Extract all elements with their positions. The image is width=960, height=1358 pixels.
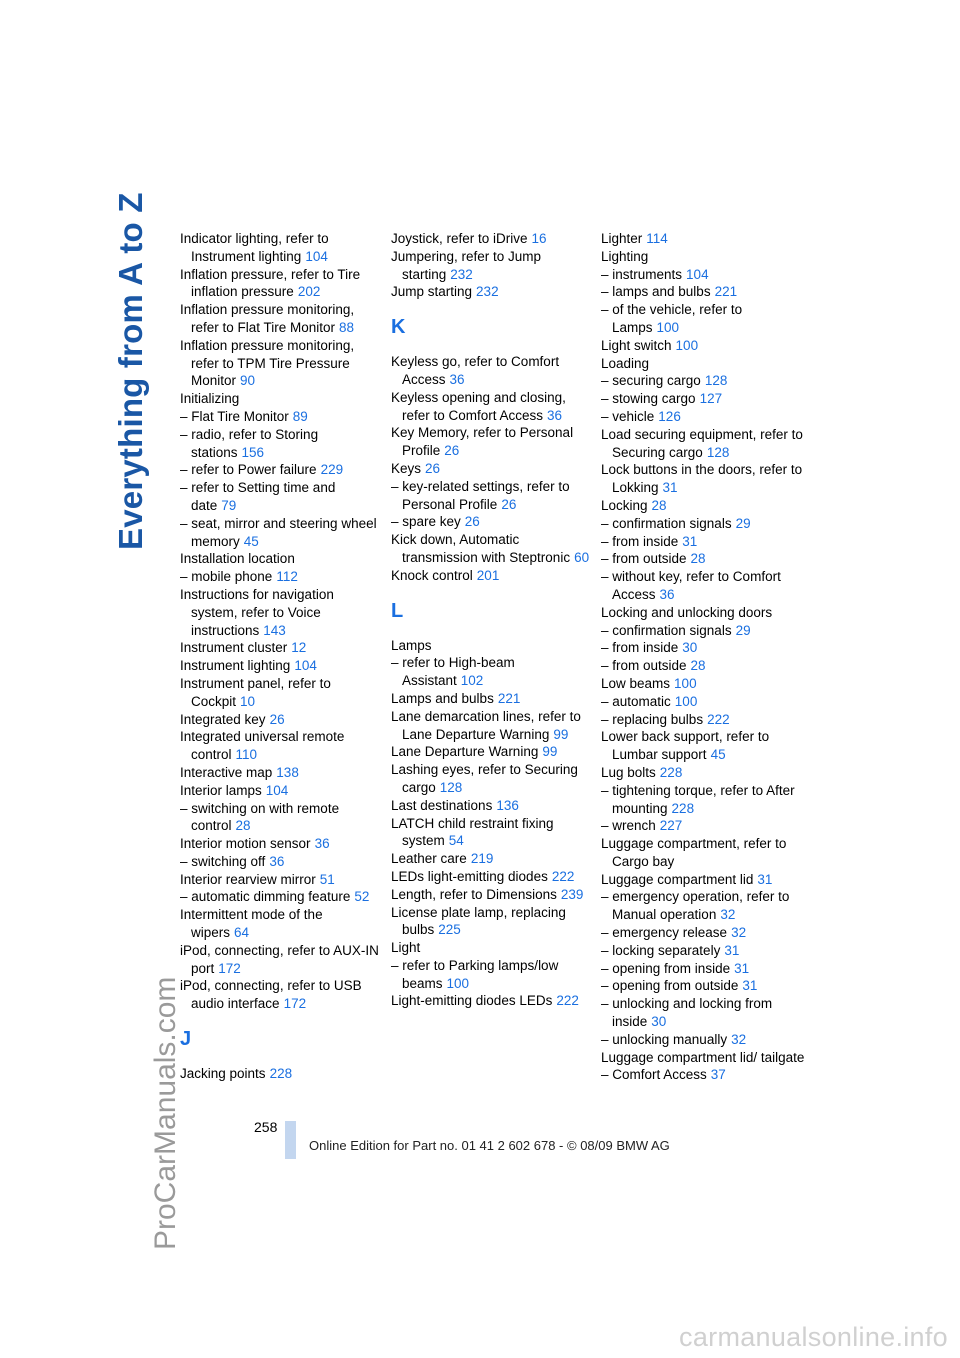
index-entry xyxy=(391,230,595,248)
entry-text: Jump starting xyxy=(391,284,473,300)
page-link[interactable]: 228 xyxy=(671,800,695,816)
entry-text: Lighter xyxy=(601,231,643,246)
index-entry xyxy=(601,639,805,657)
index-entry xyxy=(601,693,805,711)
page-link[interactable]: 31 xyxy=(724,942,740,958)
index-entry xyxy=(180,942,384,978)
site-label: ProCarManuals.com xyxy=(149,976,182,1250)
entry-text: Light switch xyxy=(601,337,672,353)
entry-text: Inflation pressure, refer to Tire inflation pressure xyxy=(180,266,361,300)
page-link[interactable]: 100 xyxy=(674,675,697,691)
section-letter: K xyxy=(391,316,406,339)
page-link[interactable]: 232 xyxy=(450,266,473,282)
entry-text: – instruments xyxy=(601,266,683,282)
index-column-1 xyxy=(180,230,384,1083)
entry-text: – radio, refer to Storing stations xyxy=(180,426,319,460)
entry-text: Keys xyxy=(391,460,422,476)
index-entry xyxy=(391,690,595,708)
footer-bar xyxy=(285,1121,296,1159)
index-entry xyxy=(180,1065,384,1083)
page-link[interactable]: 37 xyxy=(710,1067,726,1083)
page-link[interactable]: 99 xyxy=(542,744,558,760)
page-link[interactable]: 45 xyxy=(710,747,726,763)
entry-text: Kick down, Automatic transmission with Steptronic xyxy=(391,532,571,565)
entry-text: Intermittent mode of the wipers xyxy=(180,907,323,941)
page-link[interactable]: 222 xyxy=(707,711,730,727)
entry-text: – tightening torque, refer to After mounting xyxy=(601,782,795,816)
index-entry xyxy=(391,815,595,851)
index-entry xyxy=(601,568,805,604)
entry-text: Interior motion sensor xyxy=(180,836,311,852)
page-link[interactable]: 126 xyxy=(658,408,681,424)
page-link[interactable]: 172 xyxy=(218,960,241,976)
index-entry xyxy=(601,888,805,924)
entry-text: – without key, refer to Comfort Access xyxy=(601,569,781,602)
page-link[interactable]: 79 xyxy=(221,497,237,513)
entry-text: – unlocking and locking from inside xyxy=(601,996,773,1030)
page-link[interactable]: 112 xyxy=(276,569,298,585)
index-entry xyxy=(601,622,805,640)
entry-text: – opening from inside xyxy=(601,960,731,976)
page-link[interactable]: 30 xyxy=(682,640,698,656)
page-link[interactable]: 88 xyxy=(339,319,355,335)
index-entry xyxy=(601,924,805,942)
index-entry xyxy=(601,426,805,462)
page-link[interactable]: 26 xyxy=(269,711,285,727)
entry-text: Integrated universal remote control xyxy=(180,729,345,763)
entry-text: Leather care xyxy=(391,851,467,867)
entry-text: Installation location xyxy=(180,551,295,567)
index-entry xyxy=(601,301,805,337)
page-link[interactable]: 228 xyxy=(269,1066,293,1082)
page-link[interactable]: 32 xyxy=(731,1031,747,1047)
page-link[interactable]: 26 xyxy=(464,514,480,530)
entry-text: Lashing eyes, refer to Securing cargo xyxy=(391,762,578,795)
entry-text: – confirmation signals xyxy=(601,515,732,531)
index-entry xyxy=(391,248,595,284)
index-entry xyxy=(601,461,805,497)
entry-text: – switching on with remote control xyxy=(180,800,340,834)
index-entry xyxy=(180,479,384,515)
page-link[interactable]: 36 xyxy=(314,836,330,852)
index-entry xyxy=(391,850,595,868)
page-link[interactable]: 31 xyxy=(757,871,773,887)
page-link[interactable]: 110 xyxy=(235,747,258,763)
index-entry xyxy=(180,906,384,942)
index-entry xyxy=(180,977,384,1013)
index-column-2 xyxy=(391,230,595,1010)
page-link[interactable]: 102 xyxy=(460,673,484,689)
entry-text: – automatic dimming feature xyxy=(180,889,351,905)
page-link[interactable]: 222 xyxy=(556,993,579,1009)
index-entry xyxy=(391,513,595,531)
index-entry xyxy=(391,567,595,585)
page-link[interactable]: 202 xyxy=(297,284,321,300)
index-entry xyxy=(391,761,595,797)
entry-text: – vehicle xyxy=(601,408,655,424)
entry-text: LATCH child restraint fixing system xyxy=(391,815,554,849)
entry-text: Lamps xyxy=(391,637,432,653)
page-link[interactable]: 136 xyxy=(496,797,519,813)
entry-text: Interior lamps xyxy=(180,782,262,798)
index-entry xyxy=(180,408,384,426)
page-link[interactable]: 114 xyxy=(646,231,668,246)
index-entry xyxy=(180,711,384,729)
index-entry xyxy=(180,800,384,836)
page-link[interactable]: 36 xyxy=(449,371,465,387)
index-entry xyxy=(180,675,384,711)
entry-text: Luggage compartment, refer to Cargo bay xyxy=(601,836,787,869)
index-entry xyxy=(180,301,384,337)
index-entry xyxy=(180,657,384,675)
index-entry xyxy=(391,424,595,460)
entry-text: Locking xyxy=(601,497,648,513)
index-entry xyxy=(601,835,805,871)
index-entry xyxy=(601,675,805,693)
page-link[interactable]: 100 xyxy=(656,319,680,335)
index-entry xyxy=(601,711,805,729)
entry-text: Inflation pressure monitoring, refer to TPM Tire Pressure Monitor xyxy=(180,337,355,389)
entry-text: – spare key xyxy=(391,514,461,530)
index-entry xyxy=(601,515,805,533)
index-entry xyxy=(601,817,805,835)
entry-text: – unlocking manually xyxy=(601,1031,728,1047)
entry-text: – from inside xyxy=(601,533,679,549)
index-entry xyxy=(180,639,384,657)
page-link[interactable]: 36 xyxy=(547,407,563,423)
entry-text: Loading xyxy=(601,355,650,371)
section-title: Everything from A to Z xyxy=(112,192,149,550)
index-entry xyxy=(391,389,595,425)
index-entry xyxy=(391,797,595,815)
entry-text: – lamps and bulbs xyxy=(601,284,711,300)
entry-text: Last destinations xyxy=(391,797,493,813)
index-entry xyxy=(391,868,595,886)
index-entry xyxy=(391,460,595,478)
entry-text: iPod, connecting, refer to AUX-IN port xyxy=(180,942,379,976)
index-entry xyxy=(180,764,384,782)
index-entry xyxy=(180,337,384,390)
entry-text: LEDs light-emitting diodes xyxy=(391,868,548,884)
entry-text: Lamps and bulbs xyxy=(391,690,494,706)
index-entry xyxy=(391,478,595,514)
entry-text: – Flat Tire Monitor xyxy=(180,408,289,424)
entry-text: Instructions for navigation system, refer to Voice instructions xyxy=(180,586,334,638)
page-link[interactable]: 26 xyxy=(444,443,460,459)
page-link[interactable]: 104 xyxy=(294,658,317,674)
entry-text: Inflation pressure monitoring, refer to Flat Tire Monitor xyxy=(180,302,355,335)
entry-text: Lock buttons in the doors, refer to Lokking xyxy=(601,462,803,496)
index-entry xyxy=(601,337,805,355)
index-entry xyxy=(601,782,805,818)
entry-text: – confirmation signals xyxy=(601,622,732,638)
entry-text: – seat, mirror and steering wheel memory xyxy=(180,515,377,549)
entry-text: – refer to Setting time and date xyxy=(180,480,336,513)
entry-text: – switching off xyxy=(180,853,266,869)
index-entry xyxy=(180,568,384,586)
index-entry xyxy=(391,743,595,761)
index-entry xyxy=(601,1031,805,1049)
page-link[interactable]: 100 xyxy=(446,975,470,991)
entry-text: Light-emitting diodes LEDs xyxy=(391,993,553,1009)
index-entry xyxy=(601,550,805,568)
entry-text: Joystick, refer to iDrive xyxy=(391,231,528,246)
index-entry xyxy=(180,515,384,551)
entry-text: – from outside xyxy=(601,658,687,674)
entry-text: – stowing cargo xyxy=(601,391,696,407)
page-link[interactable]: 104 xyxy=(686,266,709,282)
page-link[interactable]: 29 xyxy=(735,515,751,531)
page-link[interactable]: 26 xyxy=(425,460,441,476)
index-entry xyxy=(601,1066,805,1084)
page-link[interactable]: 201 xyxy=(476,567,500,583)
index-entry xyxy=(391,939,595,957)
page-link[interactable]: 156 xyxy=(241,444,265,460)
index-entry xyxy=(180,266,384,302)
index-entry xyxy=(601,230,805,248)
index-entry xyxy=(180,550,384,568)
entry-text: Luggage compartment lid xyxy=(601,871,754,887)
index-entry xyxy=(391,637,595,655)
page-link[interactable]: 31 xyxy=(742,978,758,994)
page-link[interactable]: 143 xyxy=(263,622,286,638)
index-entry xyxy=(601,283,805,301)
index-entry xyxy=(391,283,595,301)
page-link[interactable]: 29 xyxy=(735,622,751,638)
page-link[interactable]: 222 xyxy=(551,868,575,884)
page-link[interactable]: 28 xyxy=(690,551,706,567)
entry-text: Initializing xyxy=(180,391,240,407)
entry-text: – wrench xyxy=(601,818,656,834)
entry-text: – from inside xyxy=(601,640,679,656)
entry-text: Lower back support, refer to Lumbar support xyxy=(601,729,770,763)
entry-text: Key Memory, refer to Personal Profile xyxy=(391,425,574,459)
index-entry xyxy=(180,461,384,479)
entry-text: – emergency operation, refer to Manual operation xyxy=(601,889,790,923)
page-link[interactable]: 31 xyxy=(682,533,698,549)
page-link[interactable]: 45 xyxy=(243,533,259,549)
entry-text: Instrument lighting xyxy=(180,658,291,674)
index-entry xyxy=(391,904,595,940)
entry-text: Lug bolts xyxy=(601,764,656,780)
entry-text: Keyless go, refer to Comfort Access xyxy=(391,354,560,387)
page-link[interactable]: 28 xyxy=(651,497,667,513)
page-link[interactable]: 232 xyxy=(476,284,499,300)
entry-text: Interior rearview mirror xyxy=(180,871,316,887)
page-link[interactable]: 16 xyxy=(531,231,547,246)
entry-text: – replacing bulbs xyxy=(601,711,704,727)
page-link[interactable]: 228 xyxy=(659,764,683,780)
index-entry xyxy=(601,390,805,408)
page-link[interactable]: 100 xyxy=(675,337,699,353)
index-entry xyxy=(391,654,595,690)
index-column-3 xyxy=(601,230,805,1084)
page-link[interactable]: 172 xyxy=(283,996,307,1012)
page-link[interactable]: 225 xyxy=(438,922,461,938)
entry-text: – opening from outside xyxy=(601,978,739,994)
entry-text: – refer to Parking lamps/low beams xyxy=(391,957,559,991)
page-link[interactable]: 127 xyxy=(699,391,723,407)
index-entry xyxy=(180,782,384,800)
page-link[interactable]: 100 xyxy=(674,693,698,709)
entry-text: – mobile phone xyxy=(180,569,273,585)
index-entry xyxy=(601,533,805,551)
entry-text: Integrated key xyxy=(180,711,266,727)
page-link[interactable]: 128 xyxy=(704,373,728,389)
page-link[interactable]: 64 xyxy=(234,925,250,941)
page-link[interactable]: 28 xyxy=(690,658,706,674)
page-link[interactable]: 28 xyxy=(235,818,251,834)
footer-text: Online Edition for Part no. 01 41 2 602 678 - © 08/09 BMW AG xyxy=(309,1138,670,1153)
index-entry xyxy=(601,728,805,764)
entry-text: – key-related settings, refer to Personal Profile xyxy=(391,478,570,512)
index-entry xyxy=(601,764,805,782)
entry-text: Knock control xyxy=(391,567,473,583)
page-link[interactable]: 90 xyxy=(240,373,256,389)
entry-text: – refer to Power failure xyxy=(180,462,317,478)
page-link[interactable]: 30 xyxy=(651,1014,667,1030)
page-link[interactable]: 36 xyxy=(269,853,285,869)
page-link[interactable]: 89 xyxy=(292,408,308,424)
index-entry xyxy=(601,604,805,622)
entry-text: Interactive map xyxy=(180,764,273,780)
entry-text: License plate lamp, replacing bulbs xyxy=(391,904,566,938)
entry-text: – from outside xyxy=(601,551,687,567)
page-link[interactable]: 52 xyxy=(354,889,370,905)
entry-text: Keyless opening and closing, refer to Comfort Access xyxy=(391,389,566,423)
index-entry xyxy=(180,888,384,906)
index-entry xyxy=(391,531,595,567)
entry-text: Low beams xyxy=(601,675,671,691)
index-entry xyxy=(391,708,595,744)
page-link[interactable]: 31 xyxy=(734,960,750,976)
index-entry xyxy=(180,230,384,266)
page-link[interactable]: 36 xyxy=(659,586,675,602)
page-link[interactable]: 221 xyxy=(497,690,521,706)
index-entry xyxy=(180,728,384,764)
page-link[interactable]: 60 xyxy=(574,549,590,565)
index-entry xyxy=(391,957,595,993)
page-link[interactable]: 10 xyxy=(240,693,256,709)
index-entry xyxy=(601,266,805,284)
index-entry xyxy=(391,353,595,389)
entry-text: – refer to High-beam Assistant xyxy=(391,655,515,689)
index-entry xyxy=(391,992,595,1010)
page-link[interactable]: 229 xyxy=(320,462,344,478)
page-link[interactable]: 239 xyxy=(560,886,584,902)
page-link[interactable]: 99 xyxy=(553,726,569,742)
entry-text: Indicator lighting, refer to Instrument lighting xyxy=(180,231,329,264)
entry-text: Jumpering, refer to Jump starting xyxy=(391,248,542,282)
page-link[interactable]: 138 xyxy=(276,764,299,780)
index-entry xyxy=(180,853,384,871)
index-entry xyxy=(601,871,805,889)
page-link[interactable]: 227 xyxy=(659,818,683,834)
entry-text: – securing cargo xyxy=(601,373,701,389)
entry-text: Lane Departure Warning xyxy=(391,744,539,760)
page-link[interactable]: 104 xyxy=(305,248,328,264)
index-entry xyxy=(601,942,805,960)
page-link[interactable]: 219 xyxy=(470,851,494,867)
page-link[interactable]: 31 xyxy=(662,480,678,496)
index-entry xyxy=(180,835,384,853)
page-link[interactable]: 54 xyxy=(448,833,464,849)
section-letter: L xyxy=(391,599,404,622)
entry-text: – locking separately xyxy=(601,942,721,958)
index-entry xyxy=(601,1049,805,1067)
entry-text: – of the vehicle, refer to Lamps xyxy=(601,302,743,335)
index-entry xyxy=(601,497,805,515)
index-entry xyxy=(601,977,805,995)
index-entry xyxy=(601,248,805,266)
entry-text: Load securing equipment, refer to Securing cargo xyxy=(601,426,803,460)
page-link[interactable]: 26 xyxy=(501,496,517,512)
entry-text: Length, refer to Dimensions xyxy=(391,886,557,902)
entry-text: Instrument cluster xyxy=(180,640,288,656)
entry-text: Instrument panel, refer to Cockpit xyxy=(180,675,331,709)
index-entry xyxy=(180,426,384,462)
section-letter: J xyxy=(180,1028,192,1051)
entry-text: Luggage compartment lid/ tailgate xyxy=(601,1049,805,1065)
entry-text: Lighting xyxy=(601,248,649,264)
page-link[interactable]: 104 xyxy=(265,782,289,798)
index-entry xyxy=(180,586,384,639)
page-link[interactable]: 221 xyxy=(714,284,738,300)
index-entry xyxy=(601,372,805,390)
entry-text: – automatic xyxy=(601,693,671,709)
page-number: 258 xyxy=(254,1119,278,1135)
entry-text: Locking and unlocking doors xyxy=(601,604,773,620)
entry-text: Jacking points xyxy=(180,1066,266,1082)
index-entry xyxy=(601,657,805,675)
index-entry xyxy=(601,995,805,1031)
index-entry xyxy=(601,355,805,373)
page-link[interactable]: 128 xyxy=(439,779,463,795)
entry-text: – emergency release xyxy=(601,925,728,941)
entry-text: iPod, connecting, refer to USB audio interface xyxy=(180,978,362,1012)
page-link[interactable]: 32 xyxy=(720,907,736,923)
entry-text: Light xyxy=(391,940,421,956)
page-link[interactable]: 51 xyxy=(319,871,335,887)
entry-text: Lane demarcation lines, refer to Lane Departure Warning xyxy=(391,708,581,742)
page-link[interactable]: 128 xyxy=(706,444,730,460)
page-link[interactable]: 12 xyxy=(291,640,307,656)
index-entry xyxy=(601,408,805,426)
index-entry xyxy=(180,390,384,408)
index-entry xyxy=(180,871,384,889)
index-entry xyxy=(601,960,805,978)
watermark: carmanualsonline.info xyxy=(679,1322,948,1352)
page-link[interactable]: 32 xyxy=(731,925,747,941)
index-entry xyxy=(391,886,595,904)
entry-text: – Comfort Access xyxy=(601,1067,707,1083)
